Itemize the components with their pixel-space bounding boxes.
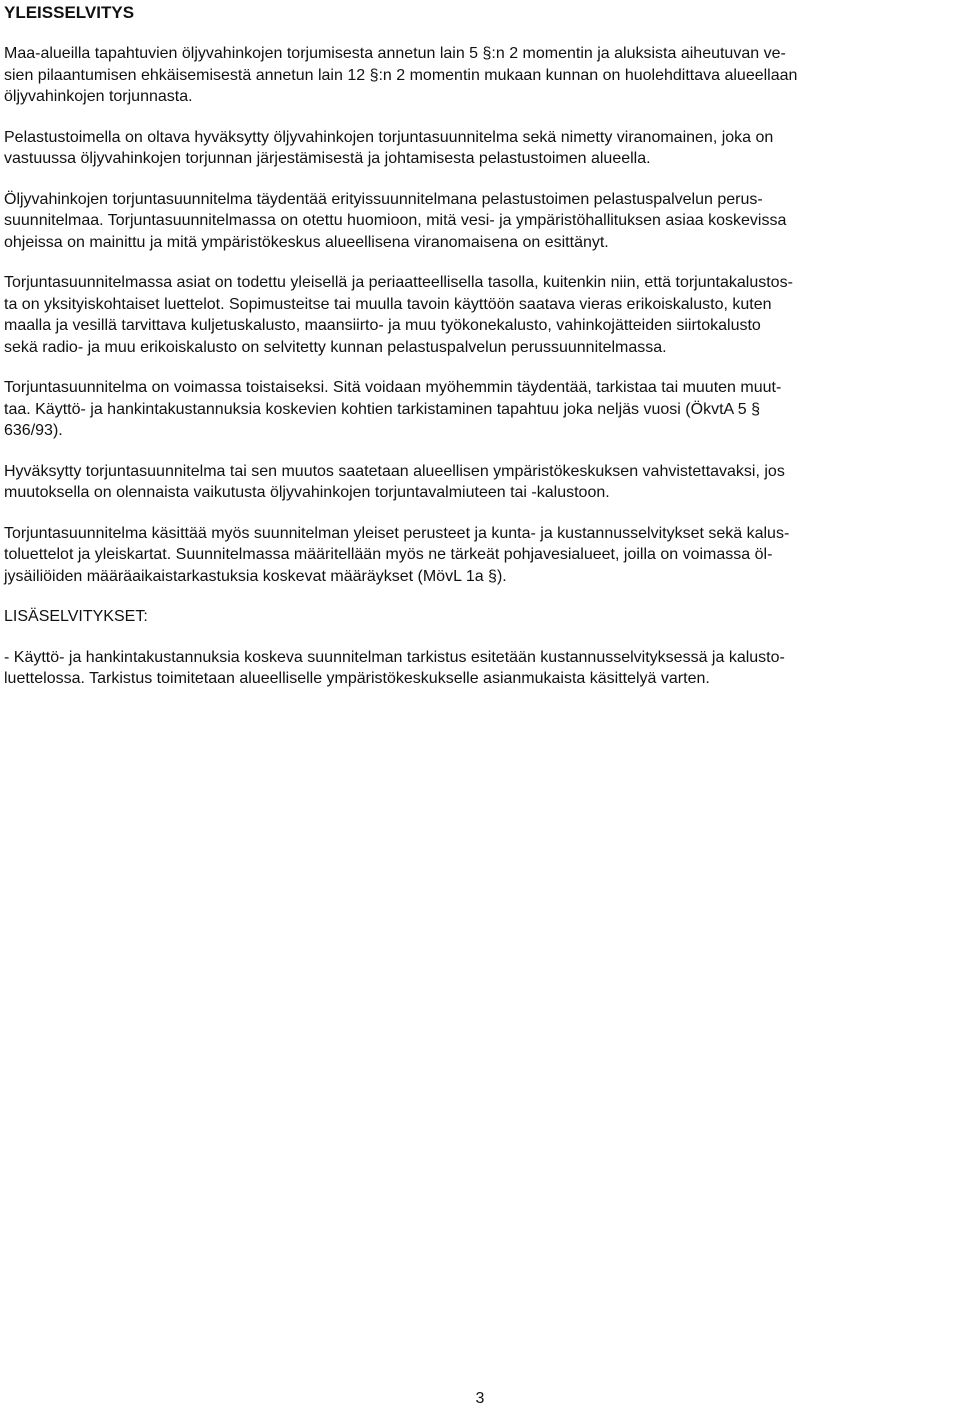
paragraph-4-line-3: maalla ja vesillä tarvittava kuljetuskalusto, maansiirto- ja muu työkonekalusto, vahinkojätteiden siirtokalusto: [4, 317, 761, 334]
paragraph-2: [4, 127, 952, 170]
paragraph-3-line-1: Öljyvahinkojen torjuntasuunnitelma täydentää erityissuunnitelmana pelastustoimen pelastuspalvelun perus-: [4, 190, 763, 208]
paragraph-4-line-1: Torjuntasuunnitelmassa asiat on todettu yleisellä ja periaatteellisella tasolla, kuitenkin niin, että torjuntakalustos-: [4, 274, 793, 291]
paragraph-2-line-2: vastuussa öljyvahinkojen torjunnan järjestämisestä ja johtamisesta pelastustoimen alueella.: [4, 150, 651, 167]
additional-paragraph-line-2: luettelossa. Tarkistus toimitetaan alueelliselle ympäristökeskukselle asianmukaista käsittelyä varten.: [4, 670, 710, 687]
paragraph-4: [4, 272, 952, 358]
paragraph-1-line-3: öljyvahinkojen torjunnasta.: [4, 88, 193, 105]
paragraph-7-line-1: Torjuntasuunnitelma käsittää myös suunnitelman yleiset perusteet ja kunta- ja kustannusselvitykset sekä kalus-: [4, 524, 790, 542]
paragraph-5-line-2: taa. Käyttö- ja hankintakustannuksia koskevien kohtien tarkistaminen tapahtuu joka neljäs vuosi (ÖkvtA 5 §: [4, 400, 760, 418]
additional-paragraph-line-1: - Käyttö- ja hankintakustannuksia koskeva suunnitelman tarkistus esitetään kustannusselvityksessä ja kalusto-: [4, 648, 785, 666]
paragraph-6: [4, 461, 952, 504]
paragraph-5-line-1: Torjuntasuunnitelma on voimassa toistaiseksi. Sitä voidaan myöhemmin täydentää, tarkistaa tai muuten muut-: [4, 379, 782, 396]
document-title: YLEISSELVITYS: [4, 3, 135, 22]
paragraph-4-line-4: sekä radio- ja muu erikoiskalusto on selvitetty kunnan pelastuspalvelun perussuunnitelmassa.: [4, 338, 667, 356]
paragraph-7: [4, 523, 952, 588]
paragraph-3-line-2: suunnitelmaa. Torjuntasuunnitelmassa on otettu huomioon, mitä vesi- ja ympäristöhallituksen asiaa koskevissa: [4, 212, 787, 229]
paragraph-1: [4, 43, 952, 108]
paragraph-4-line-2: ta on yksityiskohtaiset luettelot. Sopimusteitse tai muulla tavoin käyttöön saatava vieras erikoiskalusto, kuten: [4, 295, 772, 313]
paragraph-3-line-3: ohjeissa on mainittu ja mitä ympäristökeskus alueellisena viranomaisena on esittänyt.: [4, 233, 609, 251]
paragraph-6-line-1: Hyväksytty torjuntasuunnitelma tai sen muutos saatetaan alueellisen ympäristökeskuksen vahvistettavaksi, jos: [4, 462, 785, 480]
paragraph-5: [4, 377, 952, 442]
additional-paragraph: [4, 647, 952, 690]
document-page: [4, 0, 952, 690]
paragraph-1-line-1: Maa-alueilla tapahtuvien öljyvahinkojen torjumisesta annetun lain 5 §:n 2 momentin ja aluksista aiheutuvan ve-: [4, 45, 786, 62]
page-number: 3: [475, 1390, 485, 1407]
paragraph-3: [4, 189, 952, 254]
additional-heading: LISÄSELVITYKSET:: [4, 608, 148, 625]
paragraph-5-line-3: 636/93).: [4, 422, 63, 439]
paragraph-6-line-2: muutoksella on olennaista vaikutusta öljyvahinkojen torjuntavalmiuteen tai -kalustoon.: [4, 484, 610, 501]
paragraph-2-line-1: Pelastustoimella on oltava hyväksytty öljyvahinkojen torjuntasuunnitelma sekä nimetty viranomainen, joka on: [4, 128, 774, 146]
paragraph-1-line-2: sien pilaantumisen ehkäisemisestä annetun lain 12 §:n 2 momentin mukaan kunnan on huolehdittava alueellaan: [4, 66, 798, 84]
paragraph-7-line-3: jysäiliöiden määräaikaistarkastuksia koskevat määräykset (MövL 1a §).: [4, 567, 507, 585]
paragraph-7-line-2: toluettelot ja yleiskartat. Suunnitelmassa määritellään myös ne tärkeät pohjavesialueet, joilla on voimassa öl-: [4, 546, 773, 563]
